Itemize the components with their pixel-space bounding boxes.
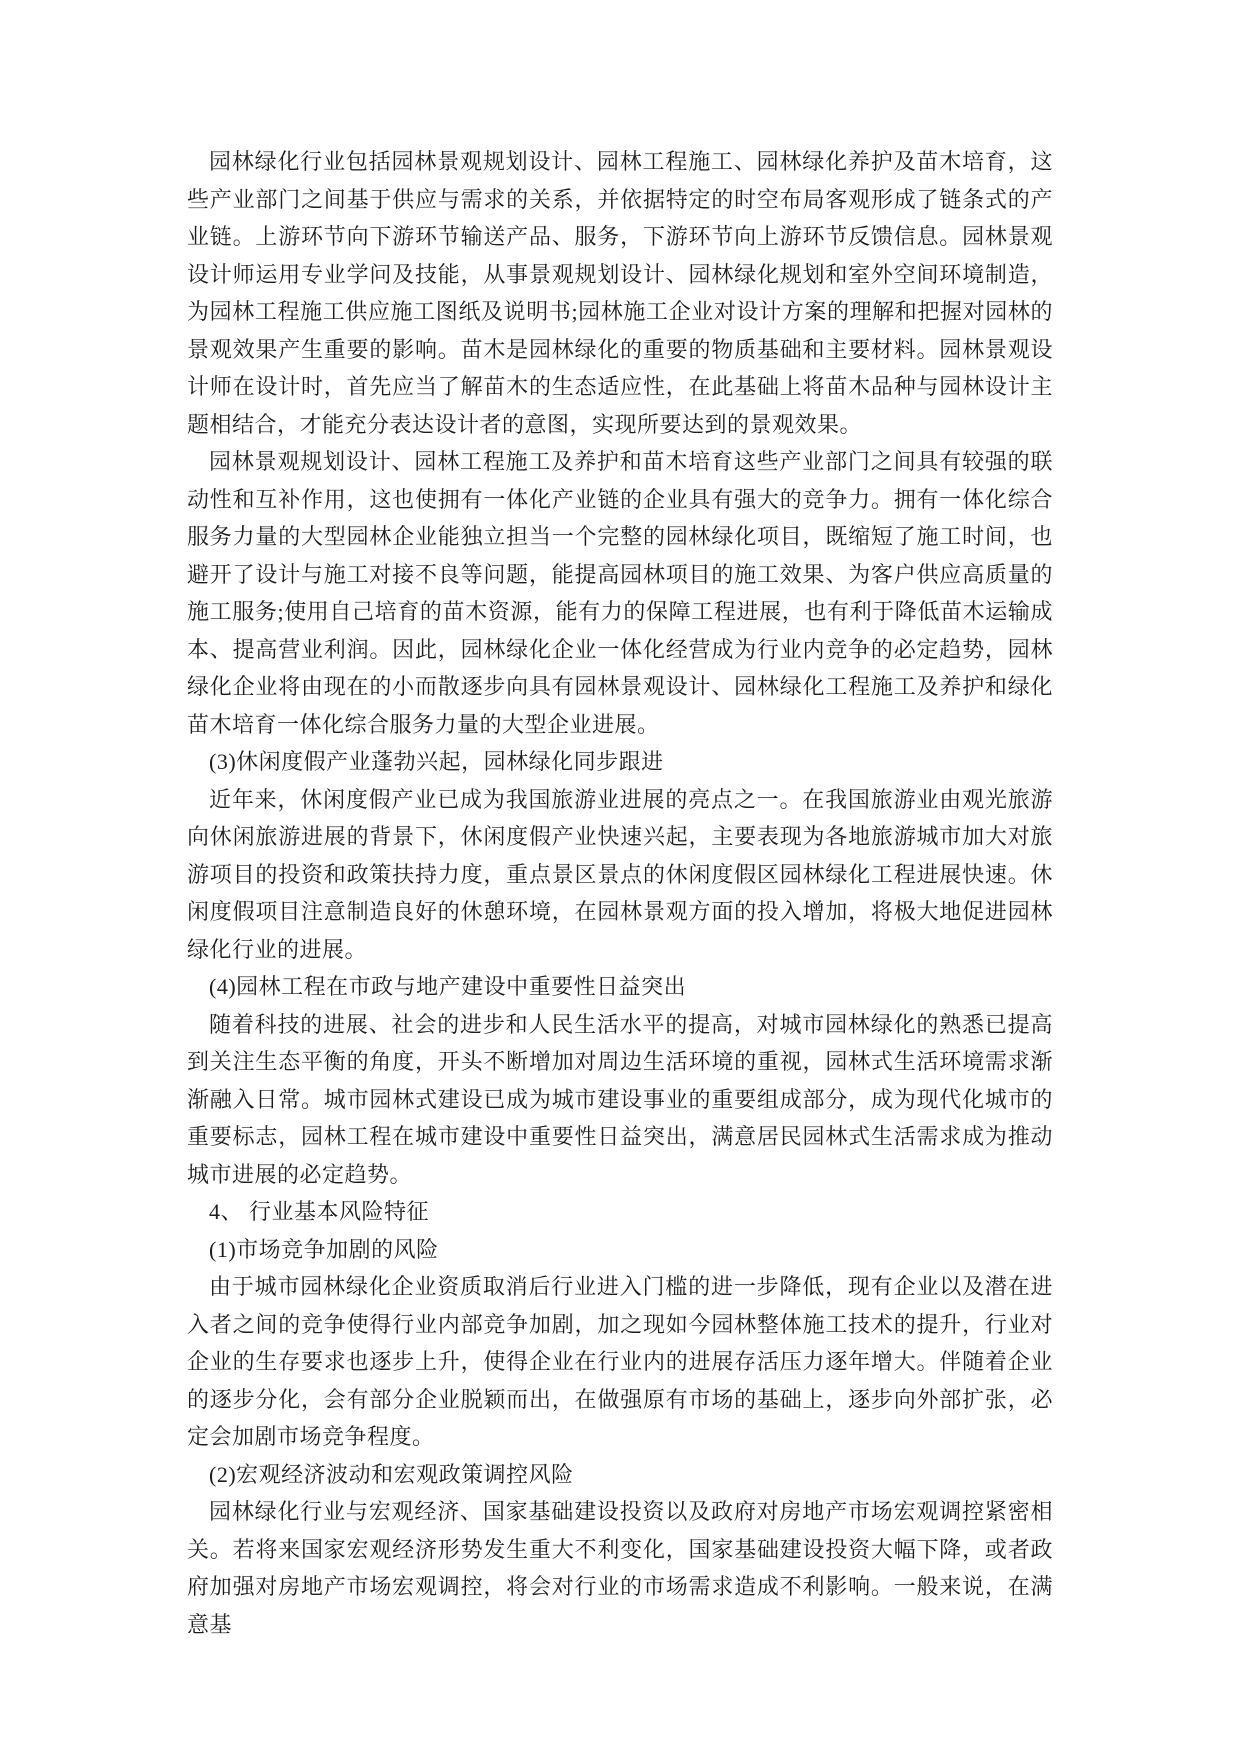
body-paragraph: 园林绿化行业与宏观经济、国家基础建设投资以及政府对房地产市场宏观调控紧密相关。若将来国家宏观经济形势发生重大不利变化，国家基础建设投资大幅下降，或者政府加强对房地产市场宏观调控，将会对行业的市场需求造成不利影响。一般来说，在满意基 (187, 1499, 1053, 1637)
body-paragraph: 由于城市园林绿化企业资质取消后行业进入门槛的进一步降低，现有企业以及潜在进入者之间的竞争使得行业内部竞争加剧，加之现如今园林整体施工技术的提升，行业对企业的生存要求也逐步上升，使得企业在行业内的进展存活压力逐年增大。伴随着企业的逐步分化，会有部分企业脱颖而出，在做强原有市场的基础上，逐步向外部扩张，必定会加剧市场竞争程度。 (187, 1274, 1053, 1449)
section-heading: (3)休闲度假产业蓬勃兴起，园林绿化同步跟进 (209, 749, 664, 774)
section-heading: (4)园林工程在市政与地产建设中重要性日益突出 (209, 974, 687, 999)
body-paragraph: 近年来，休闲度假产业已成为我国旅游业进展的亮点之一。在我国旅游业由观光旅游向休闲旅游进展的背景下，休闲度假产业快速兴起，主要表现为各地旅游城市加大对旅游项目的投资和政策扶持力度，重点景区景点的休闲度假区园林绿化工程进展快速。休闲度假项目注意制造良好的休憩环境，在园林景观方面的投入增加，将极大地促进园林绿化行业的进展。 (187, 786, 1053, 962)
section-heading: (2)宏观经济波动和宏观政策调控风险 (209, 1461, 574, 1487)
section-heading: 4、 行业基本风险特征 (209, 1199, 430, 1224)
section-heading: (1)市场竞争加剧的风险 (209, 1236, 439, 1262)
body-paragraph: 随着科技的进展、社会的进步和人民生活水平的提高，对城市园林绿化的熟悉已提高到关注生态平衡的角度，开头不断增加对周边生活环境的重视，园林式生活环境需求渐渐融入日常。城市园林式建设已成为城市建设事业的重要组成部分，成为现代化城市的重要标志，园林工程在城市建设中重要性日益突出，满意居民园林式生活需求成为推动城市进展的必定趋势。 (187, 1011, 1053, 1187)
document-text-block (187, 143, 1053, 1643)
body-paragraph: 园林景观规划设计、园林工程施工及养护和苗木培育这些产业部门之间具有较强的联动性和互补作用，这也使拥有一体化产业链的企业具有强大的竞争力。拥有一体化综合服务力量的大型园林企业能独立担当一个完整的园林绿化项目，既缩短了施工时间，也避开了设计与施工对接不良等问题，能提高园林项目的施工效果、为客户供应高质量的施工服务;使用自己培育的苗木资源，能有力的保障工程进展，也有利于降低苗木运输成本、提高营业利润。因此，园林绿化企业一体化经营成为行业内竞争的必定趋势，园林绿化企业将由现在的小而散逐步向具有园林景观设计、园林绿化工程施工及养护和绿化苗木培育一体化综合服务力量的大型企业进展。 (187, 449, 1053, 737)
body-paragraph: 园林绿化行业包括园林景观规划设计、园林工程施工、园林绿化养护及苗木培育，这些产业部门之间基于供应与需求的关系，并依据特定的时空布局客观形成了链条式的产业链。上游环节向下游环节输送产品、服务，下游环节向上游环节反馈信息。园林景观设计师运用专业学问及技能，从事景观规划设计、园林绿化规划和室外空间环境制造，为园林工程施工供应施工图纸及说明书;园林施工企业对设计方案的理解和把握对园林的景观效果产生重要的影响。苗木是园林绿化的重要的物质基础和主要材料。园林景观设计师在设计时，首先应当了解苗木的生态适应性，在此基础上将苗木品种与园林设计主题相结合，才能充分表达设计者的意图，实现所要达到的景观效果。 (187, 149, 1053, 437)
